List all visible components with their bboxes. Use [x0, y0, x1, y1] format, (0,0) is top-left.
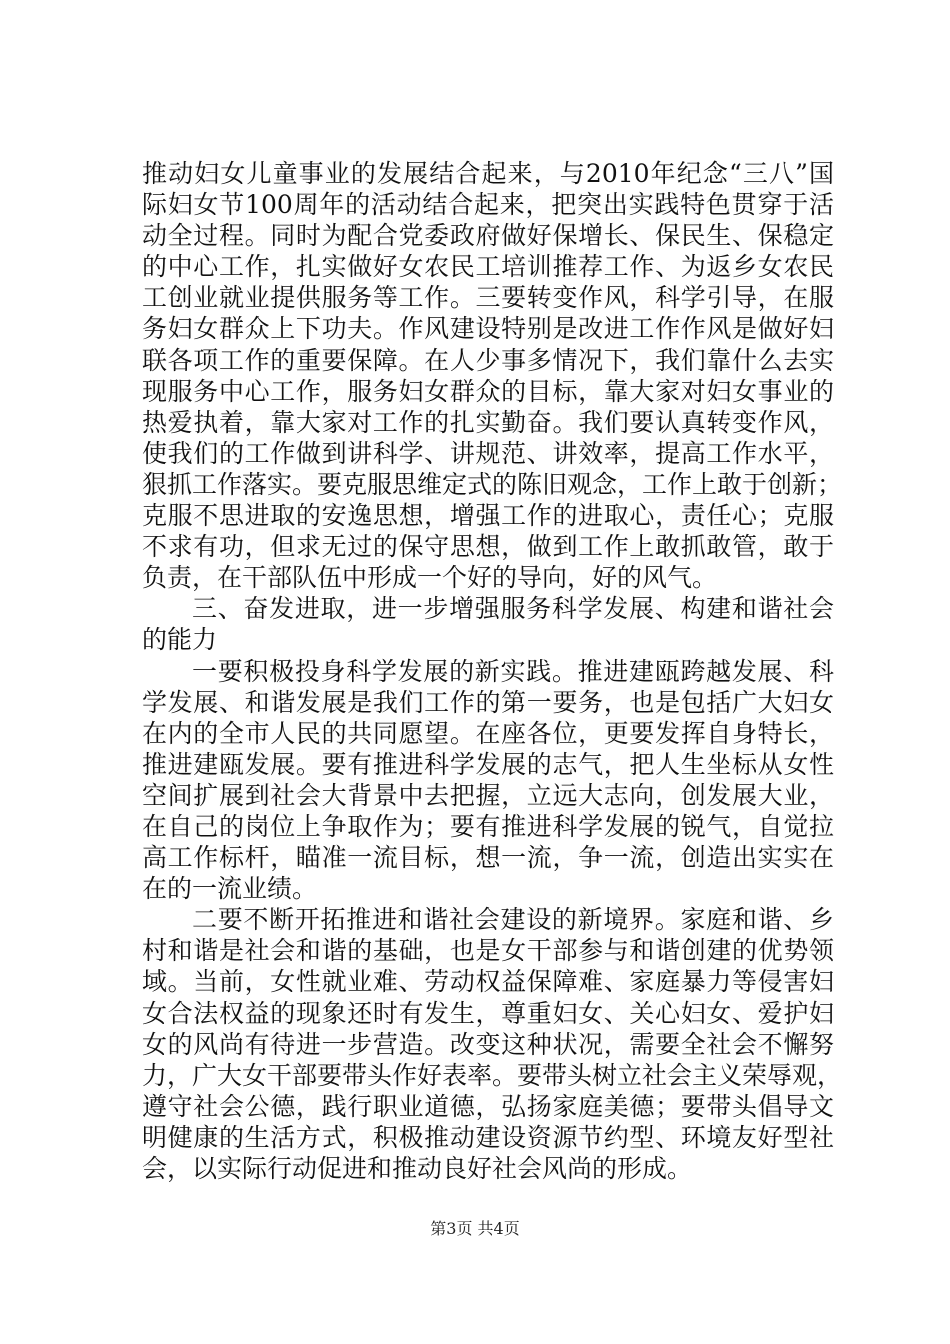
text-line: 女的风尚有待进一步营造。改变这种状况，需要全社会不懈努 [142, 1029, 834, 1059]
text-line: 域。当前，女性就业难、劳动权益保障难、家庭暴力等侵害妇 [142, 967, 834, 997]
text-line: 女合法权益的现象还时有发生，尊重妇女、关心妇女、爱护妇 [142, 998, 834, 1028]
page-footer: 第3页 共4页 [430, 1219, 520, 1238]
text-line: 不求有功，但求无过的保守思想，做到工作上敢抓敢管，敢于 [142, 532, 834, 562]
text-line: 负责，在干部队伍中形成一个好的导向，好的风气。 [142, 563, 718, 593]
text-line: 学发展、和谐发展是我们工作的第一要务，也是包括广大妇女 [142, 687, 834, 717]
text-line: 现服务中心工作，服务妇女群众的目标，靠大家对妇女事业的 [142, 376, 834, 406]
text-line: 力，广大女干部要带头作好表率。要带头树立社会主义荣辱观， [142, 1060, 843, 1090]
text-line: 务妇女群众上下功夫。作风建设特别是改进工作作风是做好妇 [142, 314, 834, 344]
text-line: 空间扩展到社会大背景中去把握，立远大志向，创发展大业， [142, 780, 834, 810]
text-line: 在的一流业绩。 [142, 874, 318, 904]
text-line: 克服不思进取的安逸思想，增强工作的进取心，责任心；克服 [142, 501, 834, 531]
text-line: 推进建瓯发展。要有推进科学发展的志气，把人生坐标从女性 [142, 749, 834, 779]
text-line: 狠抓工作落实。要克服思维定式的陈旧观念，工作上敢于创新； [142, 469, 843, 499]
text-line: 在内的全市人民的共同愿望。在座各位，更要发挥自身特长， [142, 718, 834, 748]
text-line: 际妇女节100周年的活动结合起来，把突出实践特色贯穿于活 [142, 190, 834, 220]
text-line: 推动妇女儿童事业的发展结合起来，与2010年纪念“三八”国 [142, 159, 834, 188]
body-text [142, 158, 843, 1184]
text-line: 热爱执着，靠大家对工作的扎实勤奋。我们要认真转变作风， [142, 407, 834, 437]
text-line: 二要不断开拓推进和谐社会建设的新境界。家庭和谐、乡 [192, 905, 834, 935]
text-line: 动全过程。同时为配合党委政府做好保增长、保民生、保稳定 [142, 221, 834, 251]
text-line: 工创业就业提供服务等工作。三要转变作风，科学引导，在服 [142, 283, 834, 313]
text-line: 遵守社会公德，践行职业道德，弘扬家庭美德；要带头倡导文 [142, 1091, 834, 1121]
text-line: 明健康的生活方式，积极推动建设资源节约型、环境友好型社 [142, 1122, 834, 1152]
text-line: 一要积极投身科学发展的新实践。推进建瓯跨越发展、科 [192, 656, 834, 686]
text-line: 联各项工作的重要保障。在人少事多情况下，我们靠什么去实 [142, 345, 834, 375]
text-line: 在自己的岗位上争取作为；要有推进科学发展的锐气，自觉拉 [142, 811, 834, 841]
text-line: 村和谐是社会和谐的基础，也是女干部参与和谐创建的优势领 [142, 936, 834, 966]
text-line: 高工作标杆，瞄准一流目标，想一流，争一流，创造出实实在 [142, 843, 834, 873]
text-line: 会，以实际行动促进和推动良好社会风尚的形成。 [142, 1154, 693, 1183]
text-line: 的能力 [142, 625, 218, 655]
text-line: 的中心工作，扎实做好女农民工培训推荐工作、为返乡女农民 [142, 252, 834, 282]
text-line: 三、奋发进取，进一步增强服务科学发展、构建和谐社会 [192, 594, 834, 624]
text-line: 使我们的工作做到讲科学、讲规范、讲效率，提高工作水平， [142, 438, 834, 468]
